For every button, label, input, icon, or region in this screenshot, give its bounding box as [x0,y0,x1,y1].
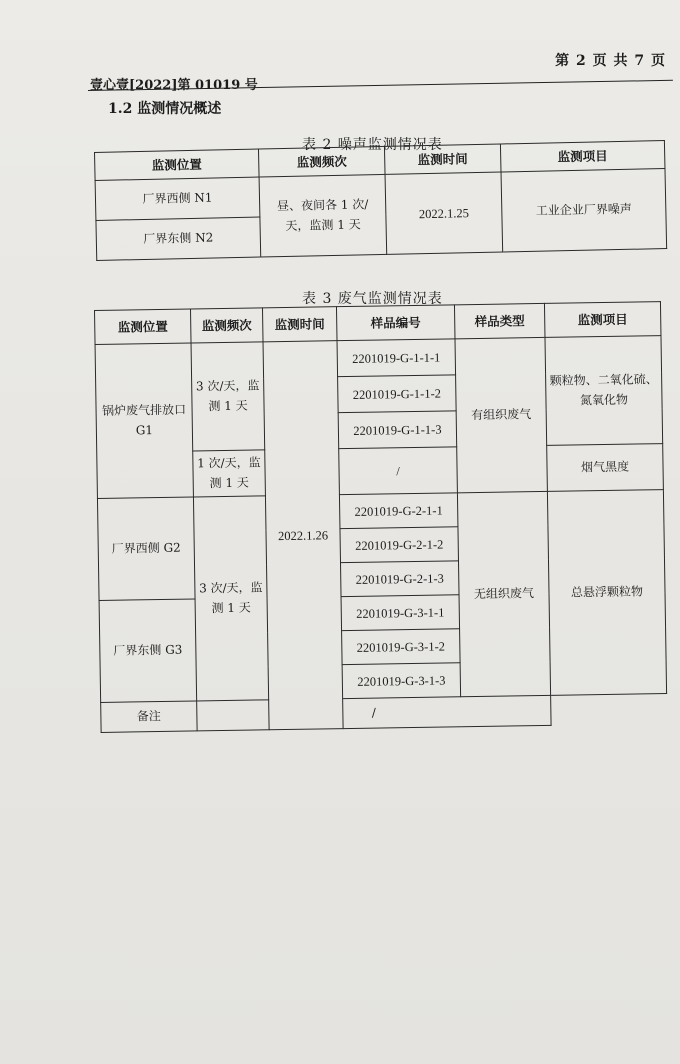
noise-monitoring-table [94,140,667,261]
table3-location-g3: 厂界东侧 G3 [99,599,197,702]
table3-sample-row: / [339,447,458,495]
table3-title: 表 3 废气监测情况表 [302,291,443,307]
document-id: 壹心壹[2022]第 01019 号 [90,78,258,93]
table3-item-g1: 颗粒物、二氧化硫、氮氧化物 [545,336,663,446]
table2-header-frequency: 监测频次 [258,146,385,177]
page-number: 第 2 页 共 7 页 [555,53,666,69]
table3-frequency-g1-smoke: 1 次/天，监测 1 天 [193,450,266,497]
table3-sample-row: 2201019-G-1-1-2 [338,375,457,413]
table3-location-g1: 锅炉废气排放口 G1 [95,343,193,498]
table2-title: 表 2 噪声监测情况表 [302,137,443,153]
exhaust-monitoring-table [94,301,668,733]
table2-header-location: 监测位置 [95,149,260,180]
table2-item: 工业企业厂界噪声 [501,169,667,252]
table3-sample-row: 2201019-G-2-1-2 [340,527,459,563]
table3-item-smoke: 烟气黑度 [547,444,664,492]
table3-header-sample-type: 样品类型 [454,303,545,338]
table3-sample-row: 2201019-G-2-1-1 [339,493,458,529]
table3-header-item: 监测项目 [544,302,661,338]
table3-header-time: 监测时间 [262,307,337,342]
table3-header-location: 监测位置 [95,309,192,345]
table3-frequency-g2-g3: 3 次/天，监测 1 天 [193,496,268,701]
table3-sample-row: 2201019-G-3-1-2 [342,629,461,665]
table3-sample-row: 2201019-G-1-1-1 [337,339,456,377]
table3-type-organized: 有组织废气 [455,337,547,492]
table2-location-n2: 厂界东侧 N2 [96,217,261,260]
table3-sample-row: 2201019-G-1-1-3 [338,411,457,449]
table3-type-unorganized: 无组织废气 [457,491,550,696]
section-title: 1.2 监测情况概述 [108,101,222,117]
table2-time: 2022.1.25 [385,172,503,254]
table2-frequency: 昼、夜间各 1 次/天，监测 1 天 [259,174,387,257]
table2-location-n1: 厂界西侧 N1 [95,177,260,220]
table2-header-time: 监测时间 [384,144,501,174]
table3-item-tsp: 总悬浮颗粒物 [547,490,666,696]
table3-header-frequency: 监测频次 [190,308,263,343]
table3-sample-row: 2201019-G-3-1-1 [341,595,460,631]
table3-location-g2: 厂界西侧 G2 [97,497,195,600]
table2-header-item: 监测项目 [500,141,665,172]
table3-remark-label: 备注 [101,701,197,733]
table3-remark-value: / [197,695,551,731]
table3-sample-row: 2201019-G-3-1-3 [342,663,461,699]
table3-time: 2022.1.26 [263,341,343,730]
table3-sample-row: 2201019-G-2-1-3 [340,561,459,597]
table3-header-sample-id: 样品编号 [336,305,455,341]
table3-frequency-g1: 3 次/天，监测 1 天 [191,342,265,451]
